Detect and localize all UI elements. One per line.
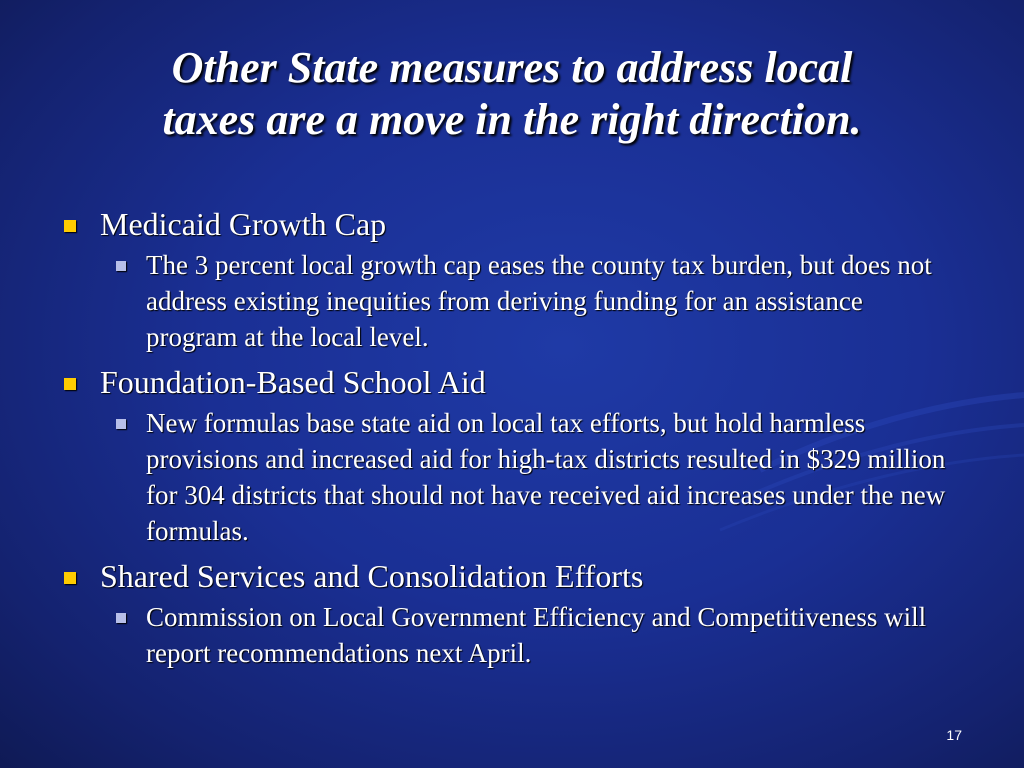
square-bullet-icon (64, 572, 76, 584)
sub-bullet-school-aid (146, 405, 954, 549)
sub-bullet-medicaid (146, 247, 954, 355)
bullet-item-school-aid (64, 363, 964, 401)
slide-title (0, 42, 1024, 146)
bullet-item-shared-services (64, 557, 964, 595)
bullet-label: Medicaid Growth Cap (100, 206, 387, 242)
bullet-label: Shared Services and Consolidation Efforts (100, 558, 644, 594)
sub-bullet-shared-services (146, 599, 954, 671)
small-square-bullet-icon (116, 613, 126, 623)
sub-bullet-text: New formulas base state aid on local tax efforts, but hold harmless provisions and increased aid for high-tax districts resulted in $329 million for 304 districts that should not have received aid increases under the new formulas. (146, 408, 946, 546)
slide-title-line-2: taxes are a move in the right direction. (162, 95, 862, 144)
slide-title-line-1: Other State measures to address local (171, 43, 853, 92)
bullet-item-medicaid (64, 205, 964, 243)
square-bullet-icon (64, 220, 76, 232)
bullet-label: Foundation-Based School Aid (100, 364, 486, 400)
slide-page-number: 17 (946, 727, 962, 743)
square-bullet-icon (64, 378, 76, 390)
sub-bullet-text: Commission on Local Government Efficiency and Competitiveness will report recommendations next April. (146, 602, 927, 668)
small-square-bullet-icon (116, 261, 126, 271)
bullet-list (64, 205, 964, 671)
small-square-bullet-icon (116, 419, 126, 429)
sub-bullet-text: The 3 percent local growth cap eases the county tax burden, but does not address existing inequities from deriving funding for an assistance program at the local level. (146, 250, 932, 352)
